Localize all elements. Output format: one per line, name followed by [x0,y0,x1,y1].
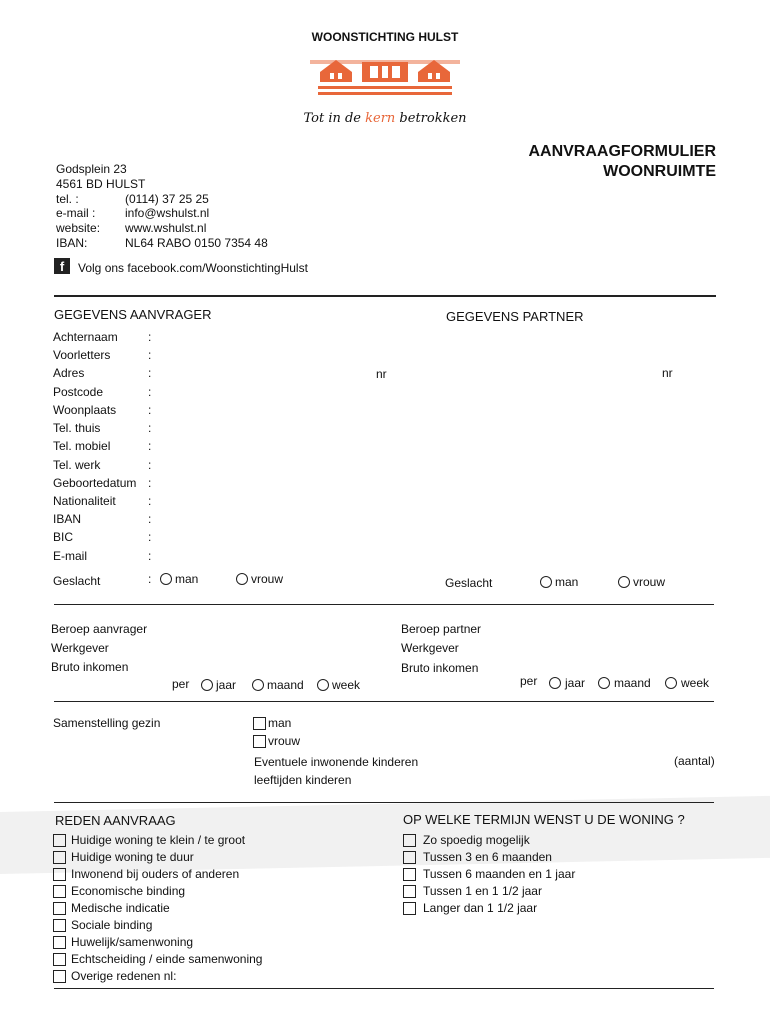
term-checkbox[interactable] [403,851,416,864]
applicant-nr-label: nr [376,367,387,381]
term-heading: OP WELKE TERMIJN WENST U DE WONING ? [403,812,685,827]
colon: : [148,572,152,586]
facebook-text: Volg ons facebook.com/WoonstichtingHulst [78,261,308,275]
period-jaar-label: jaar [216,678,237,692]
reason-checkbox[interactable] [53,936,66,949]
term-checkbox[interactable] [403,868,416,881]
partner-income-label: Bruto inkomen [401,661,479,675]
divider [54,604,714,605]
reason-label: Huwelijk/samenwoning [71,935,194,949]
field-label: BIC [53,530,74,544]
reason-checkbox[interactable] [53,885,66,898]
household-man-checkbox[interactable] [253,717,266,730]
partner-gender-label: Geslacht [445,576,493,590]
reason-checkbox[interactable] [53,970,66,983]
applicant-employer-label: Werkgever [51,641,109,655]
field-label: Tel. thuis [53,421,101,435]
term-label: Tussen 1 en 1 1/2 jaar [423,884,542,898]
partner-period-week-radio[interactable] [665,677,677,689]
divider [54,988,714,989]
iban-label: IBAN: [56,236,88,250]
field-label: E-mail [53,549,88,563]
field-label: Nationaliteit [53,494,116,508]
reason-checkbox[interactable] [53,868,66,881]
partner-period-maand-label: maand [614,676,651,690]
form-title-line2: WOONRUIMTE [603,163,716,180]
colon: : [148,439,152,453]
reason-label: Sociale binding [71,918,153,932]
field-label: IBAN [53,512,82,526]
period-week-label: week [332,678,361,692]
reason-label: Economische binding [71,884,186,898]
org-name: WOONSTICHTING HULST [311,30,459,44]
colon: : [148,476,152,490]
gender-label: Geslacht [53,574,101,588]
term-label: Tussen 3 en 6 maanden [423,850,552,864]
form-title-line1: AANVRAAGFORMULIER [528,143,716,160]
partner-period-jaar-radio[interactable] [549,677,561,689]
colon: : [148,512,152,526]
reason-checkbox[interactable] [53,919,66,932]
reason-checkbox[interactable] [53,851,66,864]
term-label: Langer dan 1 1/2 jaar [423,901,538,915]
term-checkbox[interactable] [403,885,416,898]
partner-gender-man-label: man [555,575,579,589]
children-count-label: (aantal) [674,754,715,768]
term-label: Zo spoedig mogelijk [423,833,530,847]
reason-label: Overige redenen nl: [71,969,177,983]
reason-label: Echtscheiding / einde samenwoning [71,952,263,966]
partner-period-week-label: week [681,676,710,690]
household-man-label: man [268,716,292,730]
colon: : [148,366,152,380]
email-label: e-mail : [56,206,96,220]
partner-per-label: per [520,674,538,688]
field-label: Woonplaats [53,403,117,417]
per-label: per [172,677,190,691]
field-label: Tel. werk [53,458,101,472]
field-label: Postcode [53,385,104,399]
colon: : [148,549,152,563]
reason-heading: REDEN AANVRAAG [55,813,176,828]
colon: : [148,530,152,544]
period-maand-radio[interactable] [252,679,264,691]
gender-man-radio[interactable] [160,573,172,585]
children-ages-label: leeftijden kinderen [254,773,352,787]
reason-checkbox[interactable] [53,834,66,847]
colon: : [148,385,152,399]
applicant-income-label: Bruto inkomen [51,660,129,674]
partner-nr-label: nr [662,366,673,380]
field-label: Achternaam [53,330,118,344]
partner-gender-vrouw-label: vrouw [633,575,666,589]
partner-period-jaar-label: jaar [565,676,586,690]
reason-label: Huidige woning te klein / te groot [71,833,246,847]
gender-vrouw-label: vrouw [251,572,284,586]
term-label: Tussen 6 maanden en 1 jaar [423,867,576,881]
partner-period-maand-radio[interactable] [598,677,610,689]
slogan: Tot in de kern betrokken [303,111,467,126]
partner-heading: GEGEVENS PARTNER [446,309,584,324]
children-label: Eventuele inwonende kinderen [254,755,419,769]
email-value: info@wshulst.nl [125,206,210,220]
colon: : [148,330,152,344]
reason-checkbox[interactable] [53,902,66,915]
applicant-heading: GEGEVENS AANVRAGER [54,307,212,322]
household-label: Samenstelling gezin [53,716,161,730]
logo-houses [306,46,464,104]
applicant-profession-label: Beroep aanvrager [51,622,148,636]
address-city: 4561 BD HULST [56,177,146,191]
address-street: Godsplein 23 [56,162,127,176]
period-maand-label: maand [267,678,304,692]
iban-value: NL64 RABO 0150 7354 48 [125,236,268,250]
period-jaar-radio[interactable] [201,679,213,691]
partner-employer-label: Werkgever [401,641,459,655]
divider [54,701,714,702]
partner-profession-label: Beroep partner [401,622,482,636]
reason-label: Huidige woning te duur [71,850,194,864]
reason-label: Medische indicatie [71,901,170,915]
household-vrouw-checkbox[interactable] [253,735,266,748]
colon: : [148,494,152,508]
period-week-radio[interactable] [317,679,329,691]
tel-value: (0114) 37 25 25 [125,192,209,206]
household-vrouw-label: vrouw [268,734,301,748]
field-label: Geboortedatum [53,476,137,490]
field-label: Voorletters [53,348,111,362]
partner-gender-man-radio[interactable] [540,576,552,588]
partner-gender-vrouw-radio[interactable] [618,576,630,588]
field-label: Tel. mobiel [53,439,111,453]
colon: : [148,403,152,417]
reason-checkbox[interactable] [53,953,66,966]
divider [54,802,714,803]
tel-label: tel. : [56,192,79,206]
colon: : [148,458,152,472]
website-value: www.wshulst.nl [125,221,207,235]
divider [54,295,716,297]
field-label: Adres [53,366,85,380]
colon: : [148,348,152,362]
facebook-icon: f [54,258,70,274]
website-label: website: [56,221,101,235]
reason-label: Inwonend bij ouders of anderen [71,867,240,881]
gender-man-label: man [175,572,199,586]
term-checkbox[interactable] [403,902,416,915]
colon: : [148,421,152,435]
gender-vrouw-radio[interactable] [236,573,248,585]
term-checkbox[interactable] [403,834,416,847]
